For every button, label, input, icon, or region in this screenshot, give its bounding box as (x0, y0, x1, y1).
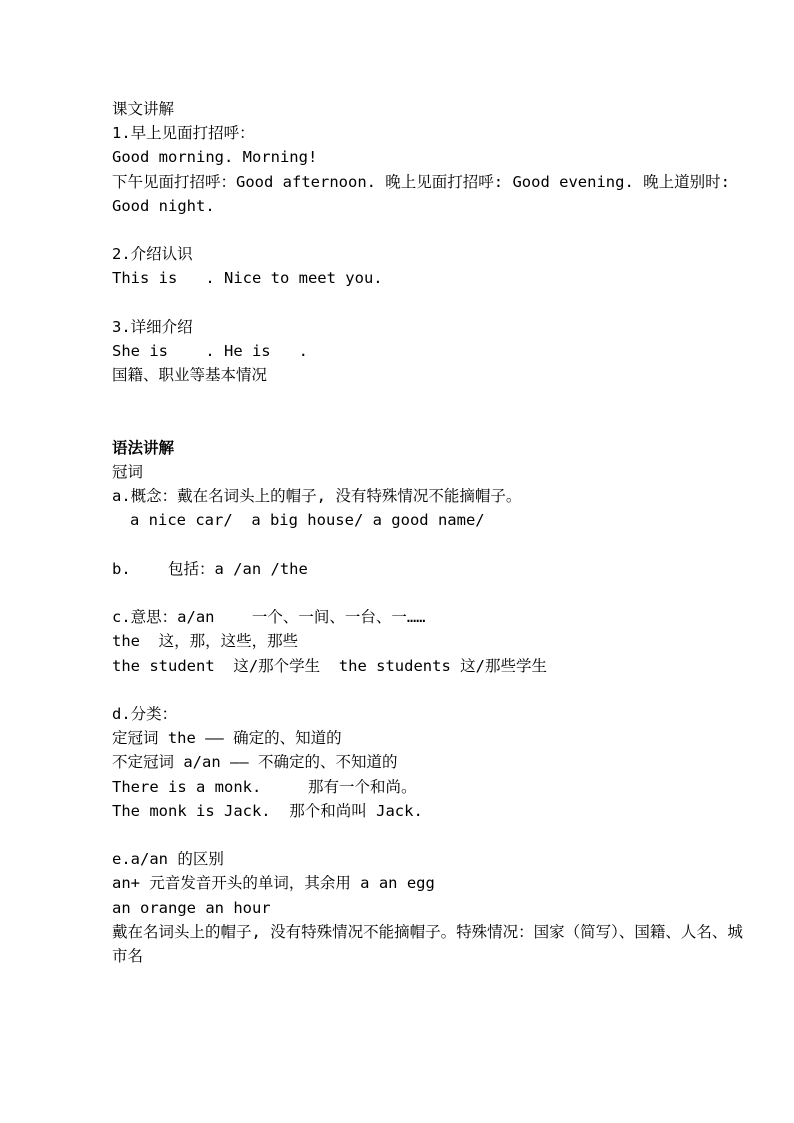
grammar-topic: 冠词 (112, 463, 144, 481)
difference-rule: an+ 元音发音开头的单词，其余用 a an egg (112, 874, 435, 893)
detail-note: 国籍、职业等基本情况 (112, 366, 268, 385)
section-1-title: 1.早上见面打招呼： (112, 124, 255, 143)
indefinite-article: 不定冠词 a/an —— 不确定的、不知道的 (112, 753, 398, 772)
concept-title: a.概念：戴在名词头上的帽子, 没有特殊情况不能摘帽子。 (112, 487, 522, 506)
difference-title: e.a/an 的区别 (112, 850, 224, 869)
meaning-example: the student 这/那个学生 the students 这/那些学生 (112, 656, 547, 675)
includes-line: b. 包括：a /an /the (112, 559, 308, 578)
special-cases: 戴在名词头上的帽子, 没有特殊情况不能摘帽子。特殊情况：国家（简写）、国籍、人名、城市名 (112, 922, 743, 965)
concept-example: a nice car/ a big house/ a good name/ (130, 511, 485, 530)
greeting-morning: Good morning. Morning! (112, 148, 318, 167)
detail-sentence: She is . He is . (112, 342, 308, 360)
greeting-afternoon-evening: 下午见面打招呼：Good afternoon. 晚上见面打招呼: Good evening. 晚上道别时: Good night. (112, 172, 730, 215)
section-2-title: 2.介绍认识 (112, 245, 193, 264)
grammar-heading: 语法讲解 (112, 438, 175, 457)
introduction-sentence: This is . Nice to meet you. (112, 269, 383, 288)
document-body (112, 97, 757, 968)
classification-title: d.分类： (112, 704, 178, 723)
meaning-title: c.意思：a/an 一个、一间、一台、一…… (112, 608, 426, 627)
lesson-heading: 课文讲解 (112, 100, 175, 118)
example-monk-1: There is a monk. 那有一个和尚。 (112, 777, 417, 796)
definite-article: 定冠词 the —— 确定的、知道的 (112, 729, 342, 748)
example-monk-2: The monk is Jack. 那个和尚叫 Jack. (112, 801, 423, 820)
meaning-the: the 这，那，这些，那些 (112, 632, 299, 651)
section-3-title: 3.详细介绍 (112, 317, 193, 336)
difference-example: an orange an hour (112, 898, 271, 917)
